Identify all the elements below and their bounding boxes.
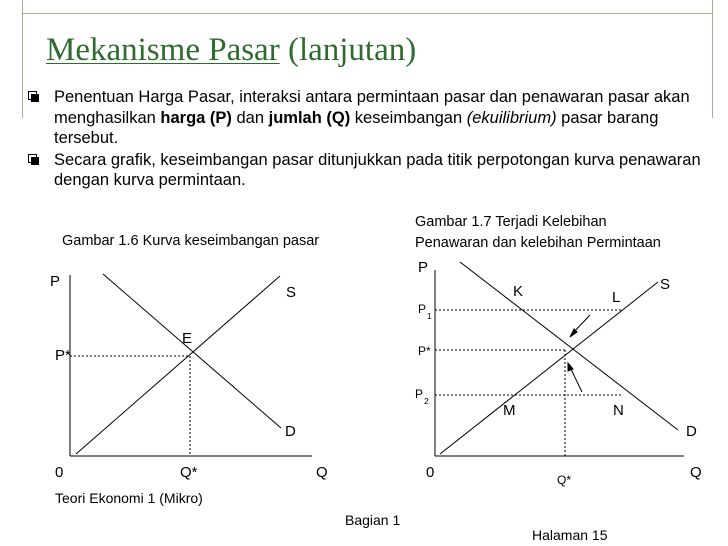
fig2-p2-subscript: 2 (424, 396, 429, 407)
fig2-arrow-up-head (568, 363, 573, 371)
fig1-y-axis-label: P (50, 273, 61, 290)
bullet-1-text-a: Penentuan Harga Pasar, interaksi antara permintaan pasar dan penawaran pasar akan menghasilkan (54, 88, 690, 127)
fig1-q-star-label: Q* (180, 464, 198, 481)
footer-page-number: Halaman 15 (532, 527, 608, 543)
bullet-1-bold-quantity: jumlah (Q) (268, 108, 351, 127)
fig2-p1-letter: P (418, 302, 427, 316)
fig2-demand-curve (460, 262, 678, 430)
fig1-supply-label: S (286, 284, 297, 301)
fig1-supply-curve (76, 276, 280, 454)
fig2-x-axis-label: Q (690, 464, 702, 481)
fig2-p2-label (415, 387, 429, 407)
fig2-m-label: M (503, 402, 516, 419)
fig2-supply-curve (440, 282, 658, 454)
fig2-l-label: L (612, 289, 621, 306)
fig2-arrow-up-line (570, 367, 582, 392)
bullet-1-bold-price: harga (P) (160, 108, 232, 127)
bullet-1-text-c: keseimbangan (350, 108, 467, 127)
fig1-origin-label: 0 (55, 464, 64, 481)
bullet-2-text: Secara grafik, keseimbangan pasar ditunjukkan pada titik perpotongan kurva penawaran dengan kurva permintaan. (54, 150, 701, 189)
slide-title-main: Mekanisme Pasar (46, 32, 280, 68)
footer-section: Bagian 1 (345, 512, 401, 528)
fig1-demand-label: D (285, 423, 296, 440)
fig2-demand-label: D (686, 423, 697, 440)
fig2-p-star-label: P* (418, 344, 431, 358)
slide-title-suffix: (lanjutan) (287, 32, 417, 68)
bullet-1-text-b: dan (231, 108, 269, 127)
fig1-x-axis-label: Q (316, 464, 328, 481)
fig2-p2-letter: P (415, 387, 424, 401)
bullet-1-text-d: pasar barang tersebut. (54, 108, 659, 147)
fig2-p1-label (418, 302, 432, 322)
fig2-n-label: N (613, 402, 624, 419)
fig1-p-star-label: P* (55, 347, 71, 364)
fig2-supply-label: S (660, 276, 671, 293)
fig2-p1-subscript: 1 (427, 311, 432, 322)
fig2-caption-line2: Penawaran dan kelebihan Permintaan (415, 235, 661, 251)
fig1-demand-curve (103, 274, 281, 428)
fig2-y-axis-label: P (418, 259, 429, 276)
fig2-origin-label: 0 (426, 464, 435, 481)
footer-course-name: Teori Ekonomi 1 (Mikro) (55, 490, 203, 506)
fig2-caption-line1: Gambar 1.7 Terjadi Kelebihan (415, 214, 607, 230)
fig1-eq-label: E (182, 330, 193, 347)
fig2-q-star-label: Q* (557, 473, 572, 487)
bullet-1-italic: (ekuilibrium) (466, 108, 557, 127)
fig1-caption: Gambar 1.6 Kurva keseimbangan pasar (62, 233, 320, 249)
fig2-k-label: K (513, 283, 524, 300)
